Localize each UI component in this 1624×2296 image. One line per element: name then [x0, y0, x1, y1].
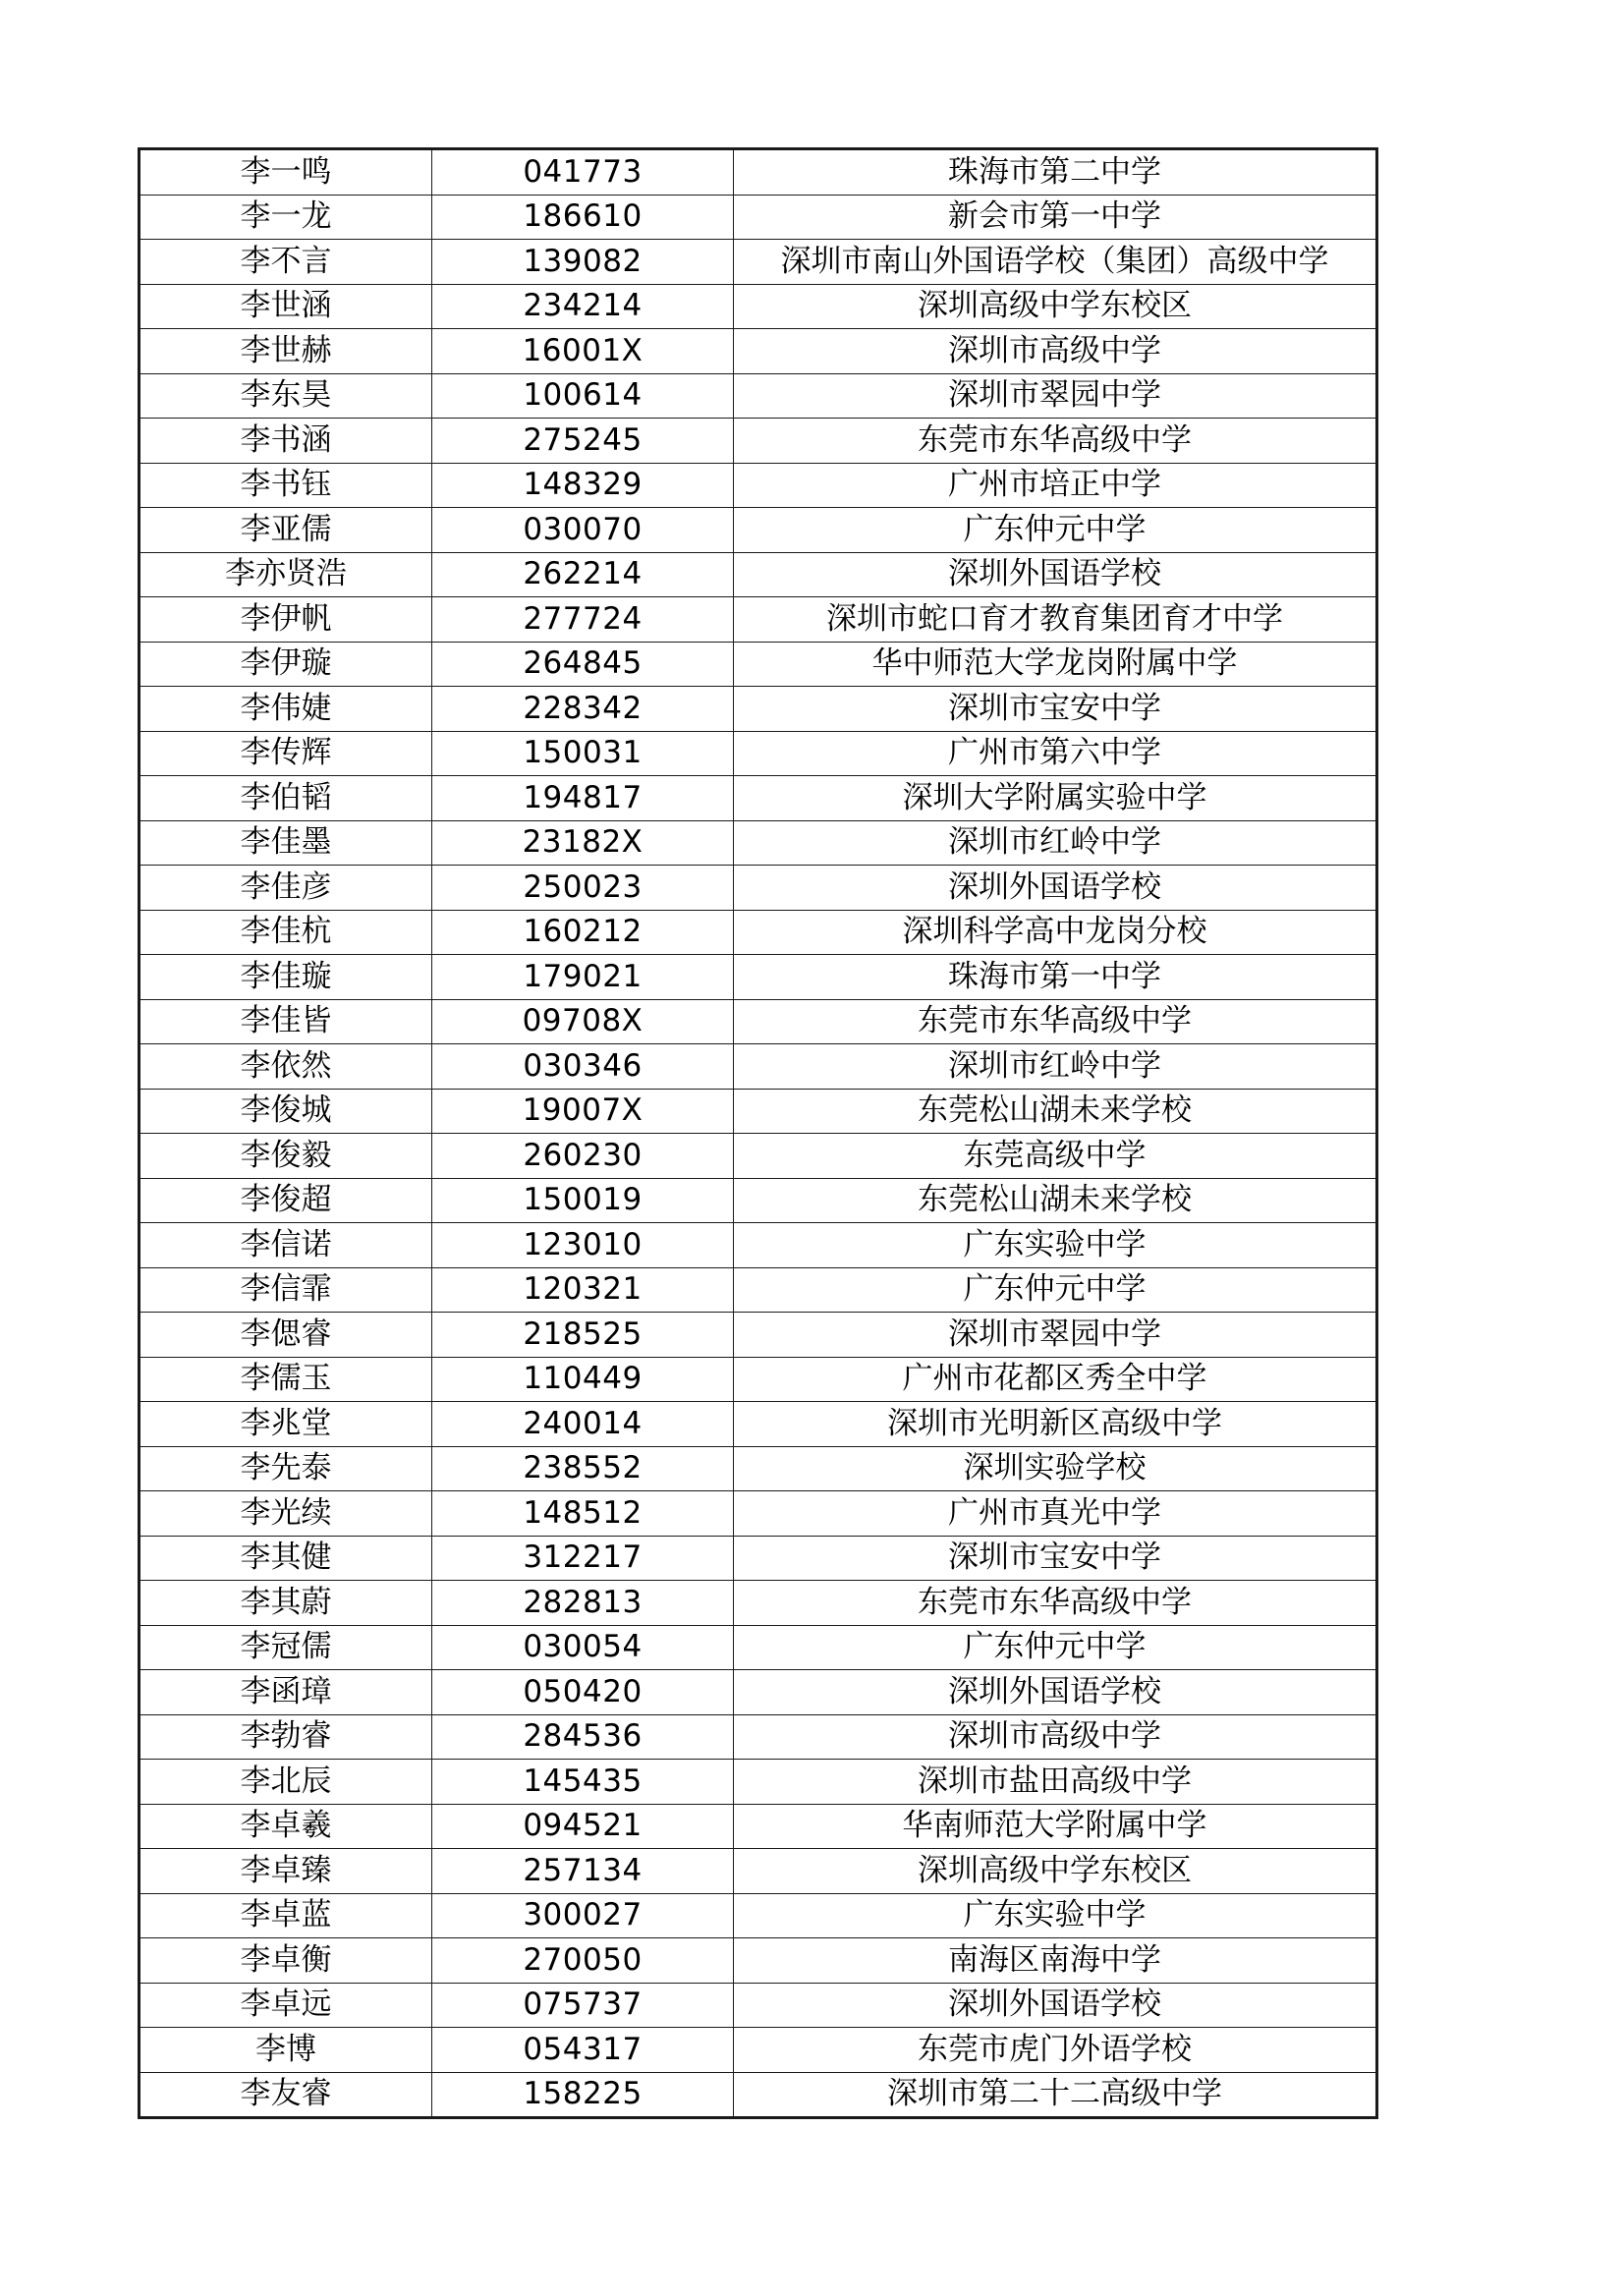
table-row: [140, 1760, 1377, 1805]
school-name-cell: 广州市真光中学: [734, 1491, 1377, 1537]
student-name-cell: 李兆堂: [140, 1402, 432, 1447]
table-row: [140, 1491, 1377, 1537]
table-row: [140, 1625, 1377, 1670]
table-row: [140, 1313, 1377, 1358]
table-row: [140, 687, 1377, 732]
student-id-cell: 23182X: [432, 820, 734, 866]
student-name-cell: 李北辰: [140, 1760, 432, 1805]
table-row: [140, 1446, 1377, 1491]
table-row: [140, 1938, 1377, 1984]
roster-table: [138, 147, 1378, 2119]
student-name-cell: 李佳皆: [140, 999, 432, 1044]
school-name-cell: 珠海市第二中学: [734, 149, 1377, 196]
student-id-cell: 228342: [432, 687, 734, 732]
student-name-cell: 李佳墨: [140, 820, 432, 866]
student-id-cell: 275245: [432, 419, 734, 464]
table-row: [140, 508, 1377, 553]
student-id-cell: 100614: [432, 373, 734, 419]
student-name-cell: 李伟婕: [140, 687, 432, 732]
school-name-cell: 东莞高级中学: [734, 1134, 1377, 1179]
table-row: [140, 240, 1377, 285]
school-name-cell: 广东仲元中学: [734, 508, 1377, 553]
table-row: [140, 642, 1377, 687]
student-id-cell: 148512: [432, 1491, 734, 1537]
student-name-cell: 李信霏: [140, 1267, 432, 1313]
student-name-cell: 李冠儒: [140, 1625, 432, 1670]
student-name-cell: 李信诺: [140, 1223, 432, 1268]
student-id-cell: 041773: [432, 149, 734, 196]
student-id-cell: 145435: [432, 1760, 734, 1805]
table-row: [140, 419, 1377, 464]
table-row: [140, 1893, 1377, 1938]
table-row: [140, 1849, 1377, 1894]
school-name-cell: 深圳市红岭中学: [734, 1044, 1377, 1090]
student-id-cell: 120321: [432, 1267, 734, 1313]
school-name-cell: 深圳大学附属实验中学: [734, 776, 1377, 821]
student-name-cell: 李其健: [140, 1536, 432, 1581]
student-id-cell: 158225: [432, 2072, 734, 2118]
student-id-cell: 150031: [432, 731, 734, 776]
student-id-cell: 257134: [432, 1849, 734, 1894]
student-id-cell: 270050: [432, 1938, 734, 1984]
school-name-cell: 广州市第六中学: [734, 731, 1377, 776]
student-name-cell: 李卓衡: [140, 1938, 432, 1984]
student-id-cell: 054317: [432, 2028, 734, 2073]
school-name-cell: 广州市花都区秀全中学: [734, 1357, 1377, 1402]
school-name-cell: 广东仲元中学: [734, 1267, 1377, 1313]
table-row: [140, 866, 1377, 911]
school-name-cell: 珠海市第一中学: [734, 955, 1377, 1000]
table-row: [140, 1402, 1377, 1447]
student-name-cell: 李佳璇: [140, 955, 432, 1000]
student-id-cell: 179021: [432, 955, 734, 1000]
student-name-cell: 李一鸣: [140, 149, 432, 196]
table-row: [140, 910, 1377, 955]
student-id-cell: 19007X: [432, 1089, 734, 1134]
table-row: [140, 552, 1377, 597]
student-id-cell: 160212: [432, 910, 734, 955]
school-name-cell: 广东实验中学: [734, 1893, 1377, 1938]
student-id-cell: 240014: [432, 1402, 734, 1447]
student-id-cell: 218525: [432, 1313, 734, 1358]
student-name-cell: 李佳彦: [140, 866, 432, 911]
table-row: [140, 1223, 1377, 1268]
school-name-cell: 深圳市翠园中学: [734, 373, 1377, 419]
school-name-cell: 东莞市东华高级中学: [734, 1581, 1377, 1626]
table-row: [140, 373, 1377, 419]
student-name-cell: 李友睿: [140, 2072, 432, 2118]
student-id-cell: 030070: [432, 508, 734, 553]
student-name-cell: 李俊超: [140, 1178, 432, 1223]
table-row: [140, 2028, 1377, 2073]
student-id-cell: 030054: [432, 1625, 734, 1670]
student-name-cell: 李卓羲: [140, 1804, 432, 1849]
school-name-cell: 深圳外国语学校: [734, 866, 1377, 911]
table-row: [140, 1134, 1377, 1179]
school-name-cell: 东莞市虎门外语学校: [734, 2028, 1377, 2073]
school-name-cell: 广州市培正中学: [734, 463, 1377, 508]
student-id-cell: 094521: [432, 1804, 734, 1849]
student-id-cell: 194817: [432, 776, 734, 821]
student-id-cell: 148329: [432, 463, 734, 508]
student-name-cell: 李先泰: [140, 1446, 432, 1491]
student-id-cell: 110449: [432, 1357, 734, 1402]
student-id-cell: 238552: [432, 1446, 734, 1491]
school-name-cell: 深圳市红岭中学: [734, 820, 1377, 866]
student-id-cell: 312217: [432, 1536, 734, 1581]
student-name-cell: 李书钰: [140, 463, 432, 508]
student-id-cell: 284536: [432, 1714, 734, 1760]
student-name-cell: 李世赫: [140, 329, 432, 374]
table-row: [140, 1044, 1377, 1090]
school-name-cell: 新会市第一中学: [734, 195, 1377, 240]
table-row: [140, 999, 1377, 1044]
student-id-cell: 030346: [432, 1044, 734, 1090]
student-name-cell: 李不言: [140, 240, 432, 285]
student-name-cell: 李儒玉: [140, 1357, 432, 1402]
student-name-cell: 李其蔚: [140, 1581, 432, 1626]
student-name-cell: 李卓蓝: [140, 1893, 432, 1938]
table-row: [140, 1804, 1377, 1849]
student-name-cell: 李传辉: [140, 731, 432, 776]
school-name-cell: 深圳外国语学校: [734, 1670, 1377, 1715]
student-name-cell: 李函璋: [140, 1670, 432, 1715]
student-id-cell: 123010: [432, 1223, 734, 1268]
student-name-cell: 李一龙: [140, 195, 432, 240]
student-name-cell: 李光续: [140, 1491, 432, 1537]
student-id-cell: 262214: [432, 552, 734, 597]
student-name-cell: 李佳杭: [140, 910, 432, 955]
school-name-cell: 深圳市翠园中学: [734, 1313, 1377, 1358]
school-name-cell: 华南师范大学附属中学: [734, 1804, 1377, 1849]
table-row: [140, 1581, 1377, 1626]
table-row: [140, 731, 1377, 776]
school-name-cell: 深圳市宝安中学: [734, 687, 1377, 732]
school-name-cell: 深圳高级中学东校区: [734, 1849, 1377, 1894]
school-name-cell: 广东仲元中学: [734, 1625, 1377, 1670]
student-id-cell: 250023: [432, 866, 734, 911]
student-name-cell: 李卓远: [140, 1983, 432, 2028]
school-name-cell: 深圳市盐田高级中学: [734, 1760, 1377, 1805]
student-name-cell: 李伊璇: [140, 642, 432, 687]
student-name-cell: 李依然: [140, 1044, 432, 1090]
student-name-cell: 李亦贤浩: [140, 552, 432, 597]
table-row: [140, 1089, 1377, 1134]
student-id-cell: 16001X: [432, 329, 734, 374]
student-name-cell: 李世涵: [140, 284, 432, 329]
student-id-cell: 186610: [432, 195, 734, 240]
roster-body: [140, 149, 1377, 2118]
table-row: [140, 1670, 1377, 1715]
table-row: [140, 820, 1377, 866]
student-id-cell: 075737: [432, 1983, 734, 2028]
school-name-cell: 南海区南海中学: [734, 1938, 1377, 1984]
school-name-cell: 深圳外国语学校: [734, 552, 1377, 597]
school-name-cell: 深圳市宝安中学: [734, 1536, 1377, 1581]
school-name-cell: 深圳实验学校: [734, 1446, 1377, 1491]
school-name-cell: 深圳外国语学校: [734, 1983, 1377, 2028]
student-name-cell: 李俊毅: [140, 1134, 432, 1179]
table-row: [140, 1178, 1377, 1223]
school-name-cell: 深圳高级中学东校区: [734, 284, 1377, 329]
table-row: [140, 1714, 1377, 1760]
student-name-cell: 李偲睿: [140, 1313, 432, 1358]
table-row: [140, 195, 1377, 240]
student-id-cell: 09708X: [432, 999, 734, 1044]
student-name-cell: 李亚儒: [140, 508, 432, 553]
table-row: [140, 597, 1377, 643]
school-name-cell: 深圳市光明新区高级中学: [734, 1402, 1377, 1447]
table-row: [140, 463, 1377, 508]
school-name-cell: 华中师范大学龙岗附属中学: [734, 642, 1377, 687]
student-name-cell: 李卓臻: [140, 1849, 432, 1894]
school-name-cell: 东莞市东华高级中学: [734, 419, 1377, 464]
school-name-cell: 深圳市南山外国语学校（集团）高级中学: [734, 240, 1377, 285]
table-row: [140, 284, 1377, 329]
student-id-cell: 260230: [432, 1134, 734, 1179]
table-row: [140, 776, 1377, 821]
student-id-cell: 050420: [432, 1670, 734, 1715]
school-name-cell: 东莞松山湖未来学校: [734, 1089, 1377, 1134]
school-name-cell: 深圳市第二十二高级中学: [734, 2072, 1377, 2118]
student-name-cell: 李俊城: [140, 1089, 432, 1134]
student-name-cell: 李伯韬: [140, 776, 432, 821]
student-id-cell: 264845: [432, 642, 734, 687]
school-name-cell: 深圳市高级中学: [734, 329, 1377, 374]
student-name-cell: 李东昊: [140, 373, 432, 419]
student-id-cell: 300027: [432, 1893, 734, 1938]
student-id-cell: 277724: [432, 597, 734, 643]
student-id-cell: 234214: [432, 284, 734, 329]
school-name-cell: 东莞松山湖未来学校: [734, 1178, 1377, 1223]
table-row: [140, 1267, 1377, 1313]
table-row: [140, 1357, 1377, 1402]
school-name-cell: 深圳市高级中学: [734, 1714, 1377, 1760]
student-name-cell: 李书涵: [140, 419, 432, 464]
school-name-cell: 深圳市蛇口育才教育集团育才中学: [734, 597, 1377, 643]
student-id-cell: 282813: [432, 1581, 734, 1626]
table-row: [140, 1536, 1377, 1581]
table-row: [140, 955, 1377, 1000]
table-row: [140, 149, 1377, 196]
table-row: [140, 2072, 1377, 2118]
school-name-cell: 深圳科学高中龙岗分校: [734, 910, 1377, 955]
student-id-cell: 150019: [432, 1178, 734, 1223]
student-name-cell: 李伊帆: [140, 597, 432, 643]
table-row: [140, 329, 1377, 374]
school-name-cell: 广东实验中学: [734, 1223, 1377, 1268]
student-name-cell: 李博: [140, 2028, 432, 2073]
school-name-cell: 东莞市东华高级中学: [734, 999, 1377, 1044]
student-id-cell: 139082: [432, 240, 734, 285]
table-row: [140, 1983, 1377, 2028]
student-name-cell: 李勃睿: [140, 1714, 432, 1760]
